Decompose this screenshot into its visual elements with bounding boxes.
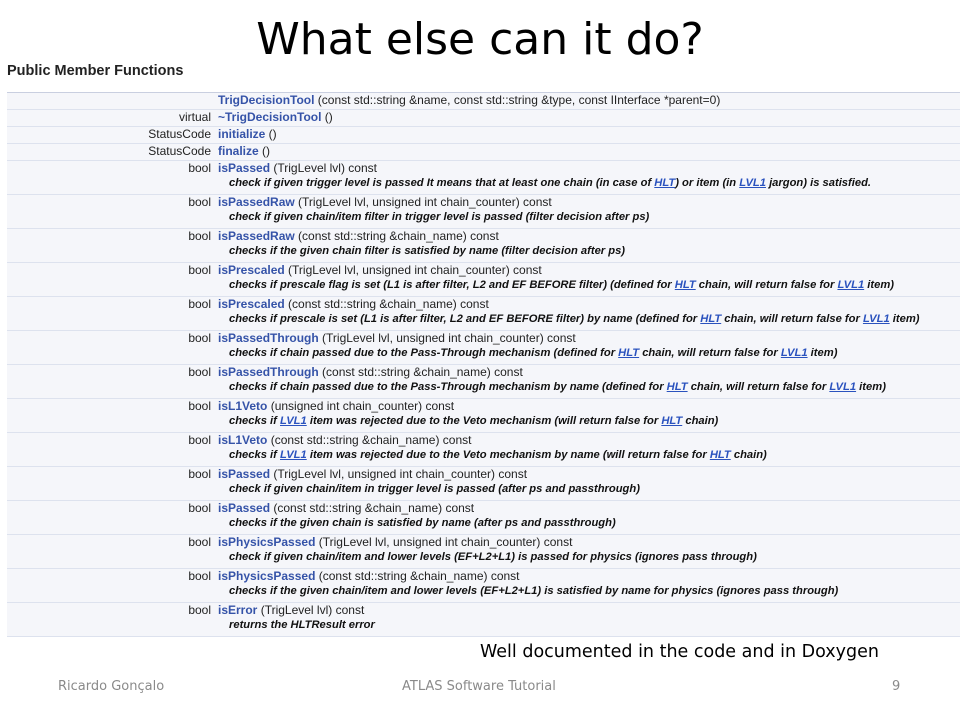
doc-link[interactable]: HLT: [618, 347, 640, 359]
function-signature: [218, 399, 960, 414]
member-row: [7, 603, 960, 637]
return-type: bool: [188, 263, 211, 277]
description-text: item was rejected due to the Veto mechanism by name (will return false for: [306, 449, 710, 461]
function-name-link[interactable]: TrigDecisionTool: [218, 93, 315, 107]
function-description: [7, 278, 960, 293]
footer-event: ATLAS Software Tutorial: [402, 679, 556, 694]
function-name-link[interactable]: isPrescaled: [218, 263, 285, 277]
function-description: [7, 448, 960, 463]
function-name-link[interactable]: isPassed: [218, 161, 271, 175]
function-args: (const std::string &chain_name) const: [318, 365, 523, 379]
description-text: item): [856, 381, 886, 393]
function-signature: [218, 110, 960, 125]
member-row: [7, 297, 960, 331]
doc-link[interactable]: LVL1: [739, 177, 766, 189]
doc-link[interactable]: HLT: [709, 449, 731, 461]
doc-link[interactable]: LVL1: [829, 381, 857, 393]
function-name-link[interactable]: isPassed: [218, 467, 271, 481]
function-description: [7, 516, 960, 531]
function-signature: [218, 569, 960, 584]
function-signature: [218, 365, 960, 380]
return-type: bool: [188, 569, 211, 583]
member-row: [7, 467, 960, 501]
return-type: bool: [188, 195, 211, 209]
doc-link[interactable]: HLT: [666, 381, 688, 393]
return-type: bool: [188, 535, 211, 549]
description-text: item): [807, 347, 838, 359]
return-type: bool: [188, 467, 211, 481]
function-name-link[interactable]: initialize: [218, 127, 266, 141]
function-args: (unsigned int chain_counter) const: [267, 399, 455, 413]
member-row: [7, 365, 960, 399]
function-signature: [218, 535, 960, 550]
member-row: [7, 535, 960, 569]
function-args: (): [321, 110, 333, 124]
doc-link[interactable]: LVL1: [280, 449, 307, 461]
function-signature: [218, 297, 960, 312]
description-text: chain, will return false for: [721, 313, 863, 325]
function-signature: [218, 229, 960, 244]
function-signature: [218, 93, 960, 108]
function-args: (const std::string &chain_name) const: [270, 501, 475, 515]
function-args: (const std::string &name, const std::string &type, const IInterface *parent=0): [314, 93, 721, 107]
footer-author: Ricardo Gonçalo: [58, 679, 165, 694]
function-signature: [218, 433, 960, 448]
function-args: (TrigLevel lvl, unsigned int chain_counter) const: [315, 535, 573, 549]
description-text: checks if: [229, 449, 280, 461]
description-text: chain): [730, 449, 767, 461]
function-name-link[interactable]: isPassedRaw: [218, 229, 295, 243]
return-type: virtual: [178, 110, 211, 124]
return-type: bool: [188, 161, 211, 175]
function-description: [7, 210, 960, 225]
function-name-link[interactable]: isL1Veto: [218, 399, 268, 413]
return-type: bool: [188, 229, 211, 243]
function-args: (TrigLevel lvl) const: [257, 603, 365, 617]
function-args: (TrigLevel lvl, unsigned int chain_counter) const: [318, 331, 576, 345]
return-type: bool: [188, 433, 211, 447]
function-signature: [218, 195, 960, 210]
function-name-link[interactable]: isPassedRaw: [218, 195, 295, 209]
function-description: [7, 414, 960, 429]
function-description: [7, 244, 960, 259]
doc-link[interactable]: HLT: [700, 313, 722, 325]
description-text: checks if: [229, 415, 280, 427]
function-signature: [218, 127, 960, 142]
description-text: checks if prescale is set (L1 is after filter, L2 and EF BEFORE filter) by name (defined for: [229, 313, 701, 325]
member-row: [7, 501, 960, 535]
function-description: [7, 482, 960, 497]
description-text: chain, will return false for: [639, 347, 781, 359]
function-description: [7, 550, 960, 565]
description-text: chain, will return false for: [695, 279, 838, 291]
member-row: [7, 331, 960, 365]
description-text: check if given chain/item filter in trigger level is passed (filter decision after ps): [229, 211, 650, 223]
return-type: StatusCode: [148, 144, 211, 158]
function-name-link[interactable]: isPassed: [218, 501, 271, 515]
member-row: [7, 110, 960, 127]
function-args: (const std::string &chain_name) const: [267, 433, 472, 447]
member-row: [7, 399, 960, 433]
function-name-link[interactable]: isPrescaled: [218, 297, 285, 311]
function-name-link[interactable]: isError: [218, 603, 258, 617]
function-name-link[interactable]: isPassedThrough: [218, 331, 319, 345]
member-row: [7, 569, 960, 603]
return-type: [7, 93, 218, 108]
member-row: [7, 433, 960, 467]
function-name-link[interactable]: ~TrigDecisionTool: [218, 110, 322, 124]
member-functions-table: [7, 92, 960, 637]
doc-link[interactable]: HLT: [661, 415, 683, 427]
function-args: (TrigLevel lvl, unsigned int chain_counter) const: [284, 263, 542, 277]
description-text: checks if the given chain filter is satisfied by name (filter decision after ps): [229, 245, 626, 257]
description-text: ) or item (in: [675, 177, 740, 189]
function-signature: [218, 331, 960, 346]
description-text: checks if the given chain/item and lower levels (EF+L2+L1) is satisfied by name for physics (ignores pass through): [229, 585, 839, 597]
function-description: [7, 584, 960, 599]
description-text: checks if chain passed due to the Pass-Through mechanism by name (defined for: [229, 381, 667, 393]
description-text: jargon) is satisfied.: [765, 177, 872, 189]
return-type: bool: [188, 603, 211, 617]
description-text: check if given trigger level is passed It means that at least one chain (in case of: [229, 177, 655, 189]
return-type: StatusCode: [148, 127, 211, 141]
member-row: [7, 229, 960, 263]
doc-link[interactable]: LVL1: [780, 347, 808, 359]
member-row: [7, 127, 960, 144]
doc-link[interactable]: HLT: [674, 279, 696, 291]
function-name-link[interactable]: isL1Veto: [218, 433, 268, 447]
function-args: (const std::string &chain_name) const: [284, 297, 489, 311]
doc-link[interactable]: LVL1: [837, 279, 865, 291]
description-text: check if given chain/item in trigger level is passed (after ps and passthrough): [229, 483, 640, 495]
member-row: [7, 93, 960, 110]
function-args: (const std::string &chain_name) const: [294, 229, 499, 243]
function-name-link[interactable]: isPhysicsPassed: [218, 535, 316, 549]
member-row: [7, 161, 960, 195]
member-row: [7, 263, 960, 297]
function-args: (const std::string &chain_name) const: [315, 569, 520, 583]
description-text: item): [864, 279, 895, 291]
function-args: (TrigLevel lvl, unsigned int chain_counter) const: [294, 195, 552, 209]
description-text: chain): [682, 415, 719, 427]
member-row: [7, 195, 960, 229]
function-args: (TrigLevel lvl, unsigned int chain_counter) const: [270, 467, 528, 481]
description-text: item was rejected due to the Veto mechanism (will return false for: [306, 415, 662, 427]
description-text: checks if the given chain is satisfied by name (after ps and passthrough): [229, 517, 616, 529]
return-type: bool: [188, 501, 211, 515]
function-signature: [218, 467, 960, 482]
function-signature: [218, 263, 960, 278]
function-name-link[interactable]: isPhysicsPassed: [218, 569, 316, 583]
description-text: returns the HLTResult error: [229, 619, 375, 631]
footer-page-number: 9: [892, 679, 901, 694]
function-description: [7, 346, 960, 361]
description-text: check if given chain/item and lower levels (EF+L2+L1) is passed for physics (ignores pass through): [229, 551, 757, 563]
section-title: Public Member Functions: [7, 63, 184, 79]
function-signature: [218, 603, 960, 618]
return-type: bool: [188, 399, 211, 413]
function-name-link[interactable]: finalize: [218, 144, 259, 158]
member-row: [7, 144, 960, 161]
description-text: item): [889, 313, 920, 325]
function-description: [7, 312, 960, 327]
description-text: checks if chain passed due to the Pass-Through mechanism (defined for: [229, 347, 619, 359]
return-type: bool: [188, 297, 211, 311]
description-text: checks if prescale flag is set (L1 is after filter, L2 and EF BEFORE filter) (defined for: [229, 279, 675, 291]
function-name-link[interactable]: isPassedThrough: [218, 365, 319, 379]
description-text: chain, will return false for: [687, 381, 830, 393]
slide-title: What else can it do?: [256, 14, 704, 65]
doc-link[interactable]: HLT: [654, 177, 676, 189]
function-args: (): [258, 144, 271, 158]
doc-note: Well documented in the code and in Doxygen: [480, 642, 879, 662]
function-signature: [218, 161, 960, 176]
return-type: bool: [188, 365, 211, 379]
doc-link[interactable]: LVL1: [862, 313, 890, 325]
function-description: [7, 618, 960, 633]
function-description: [7, 380, 960, 395]
function-args: (TrigLevel lvl) const: [270, 161, 377, 175]
function-signature: [218, 144, 960, 159]
return-type: bool: [188, 331, 211, 345]
function-signature: [218, 501, 960, 516]
doc-link[interactable]: LVL1: [280, 415, 307, 427]
function-description: [7, 176, 960, 191]
function-args: (): [265, 127, 277, 141]
